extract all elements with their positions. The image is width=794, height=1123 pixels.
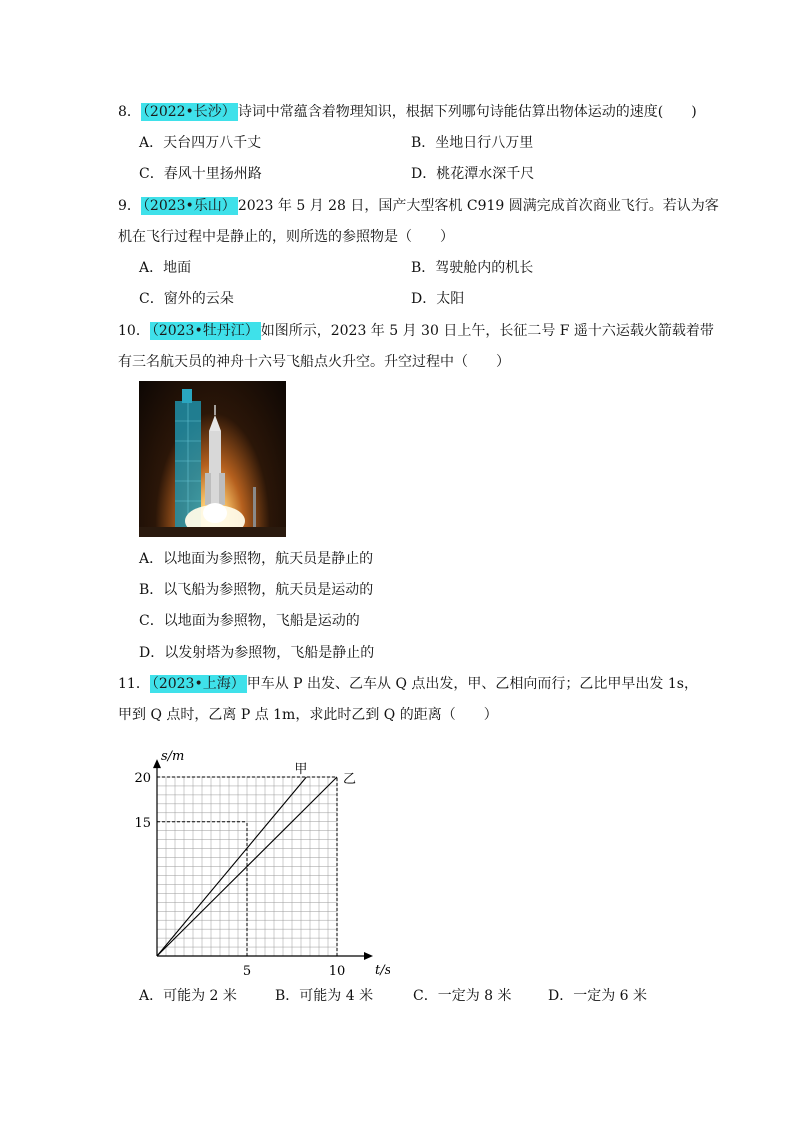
q9-option-c[interactable]: C．窗外的云朵 xyxy=(139,291,234,307)
q8-option-a[interactable]: A．天台四万八千丈 xyxy=(139,135,262,151)
q11-option-c[interactable]: C．一定为 8 米 xyxy=(413,988,512,1004)
q11-option-b[interactable]: B．可能为 4 米 xyxy=(275,988,374,1004)
q8-text: 诗词中常蕴含着物理知识，根据下列哪句诗能估算出物体运动的速度( ) xyxy=(237,104,697,120)
q11-text-1: 甲车从 P 出发、乙车从 Q 点出发，甲、乙相向而行；乙比甲早出发 1s， xyxy=(246,676,698,692)
q8-source-tag: （2022•长沙） xyxy=(142,104,236,120)
q9-option-a[interactable]: A．地面 xyxy=(139,260,192,276)
q11-number: 11． xyxy=(118,676,150,692)
q8-option-c[interactable]: C．春风十里扬州路 xyxy=(139,166,262,182)
q11-stem-line1 xyxy=(118,673,698,695)
q10-source-tag: （2023•牡丹江） xyxy=(151,323,259,339)
x-axis-arrow xyxy=(364,952,373,960)
q8-option-d[interactable]: D．桃花潭水深千尺 xyxy=(411,166,535,182)
q9-source-tag: （2023•乐山） xyxy=(142,198,236,214)
q10-text-1: 如图所示，2023 年 5 月 30 日上午，长征二号 F 遥十六运载火箭载着带 xyxy=(260,323,714,339)
x-axis-label: t/s xyxy=(375,963,390,978)
q11-option-d[interactable]: D．一定为 6 米 xyxy=(548,988,648,1004)
q9-number: 9． xyxy=(118,198,141,214)
q10-option-c[interactable]: C．以地面为参照物，飞船是运动的 xyxy=(139,613,360,629)
x-tick-label: 5 xyxy=(242,964,252,979)
q11-source-tag: （2023•上海） xyxy=(151,676,245,692)
q9-option-d[interactable]: D．太阳 xyxy=(411,291,465,307)
q10-option-a[interactable]: A．以地面为参照物，航天员是静止的 xyxy=(139,551,374,567)
s-t-graph xyxy=(130,733,390,985)
q10-option-d[interactable]: D．以发射塔为参照物，飞船是静止的 xyxy=(139,645,375,661)
rocket-launch-illustration xyxy=(139,381,286,537)
q9-text-2: 机在飞行过程中是静止的，则所选的参照物是（ ） xyxy=(118,229,454,245)
y-tick-label: 15 xyxy=(134,815,151,831)
y-axis-arrow xyxy=(153,759,161,768)
s-t-graph-svg xyxy=(130,733,390,981)
q11-option-a[interactable]: A．可能为 2 米 xyxy=(139,988,237,1004)
x-tick-label: 10 xyxy=(328,964,346,979)
q10-stem-line1 xyxy=(118,320,714,342)
q8-number: 8． xyxy=(118,104,141,120)
q8-stem xyxy=(118,101,697,123)
series-label-2: 乙 xyxy=(343,772,357,787)
q11-text-2: 甲到 Q 点时，乙离 P 点 1m，求此时乙到 Q 的距离（ ） xyxy=(118,707,498,723)
y-axis-label: s/m xyxy=(161,749,185,765)
rocket-launch-photo xyxy=(139,381,286,537)
series-label-1: 甲 xyxy=(294,762,308,777)
q10-option-b[interactable]: B．以飞船为参照物，航天员是运动的 xyxy=(139,582,374,598)
q9-option-b[interactable]: B．驾驶舱内的机长 xyxy=(411,260,534,276)
q9-text-1: 2023 年 5 月 28 日，国产大型客机 C919 圆满完成首次商业飞行。若认为客 xyxy=(237,198,719,214)
q9-stem-line1 xyxy=(118,195,719,217)
q10-text-2: 有三名航天员的神舟十六号飞船点火升空。升空过程中（ ） xyxy=(118,354,510,370)
y-tick-label: 20 xyxy=(134,771,151,786)
q10-number: 10． xyxy=(118,323,150,339)
q8-option-b[interactable]: B．坐地日行八万里 xyxy=(411,135,534,151)
